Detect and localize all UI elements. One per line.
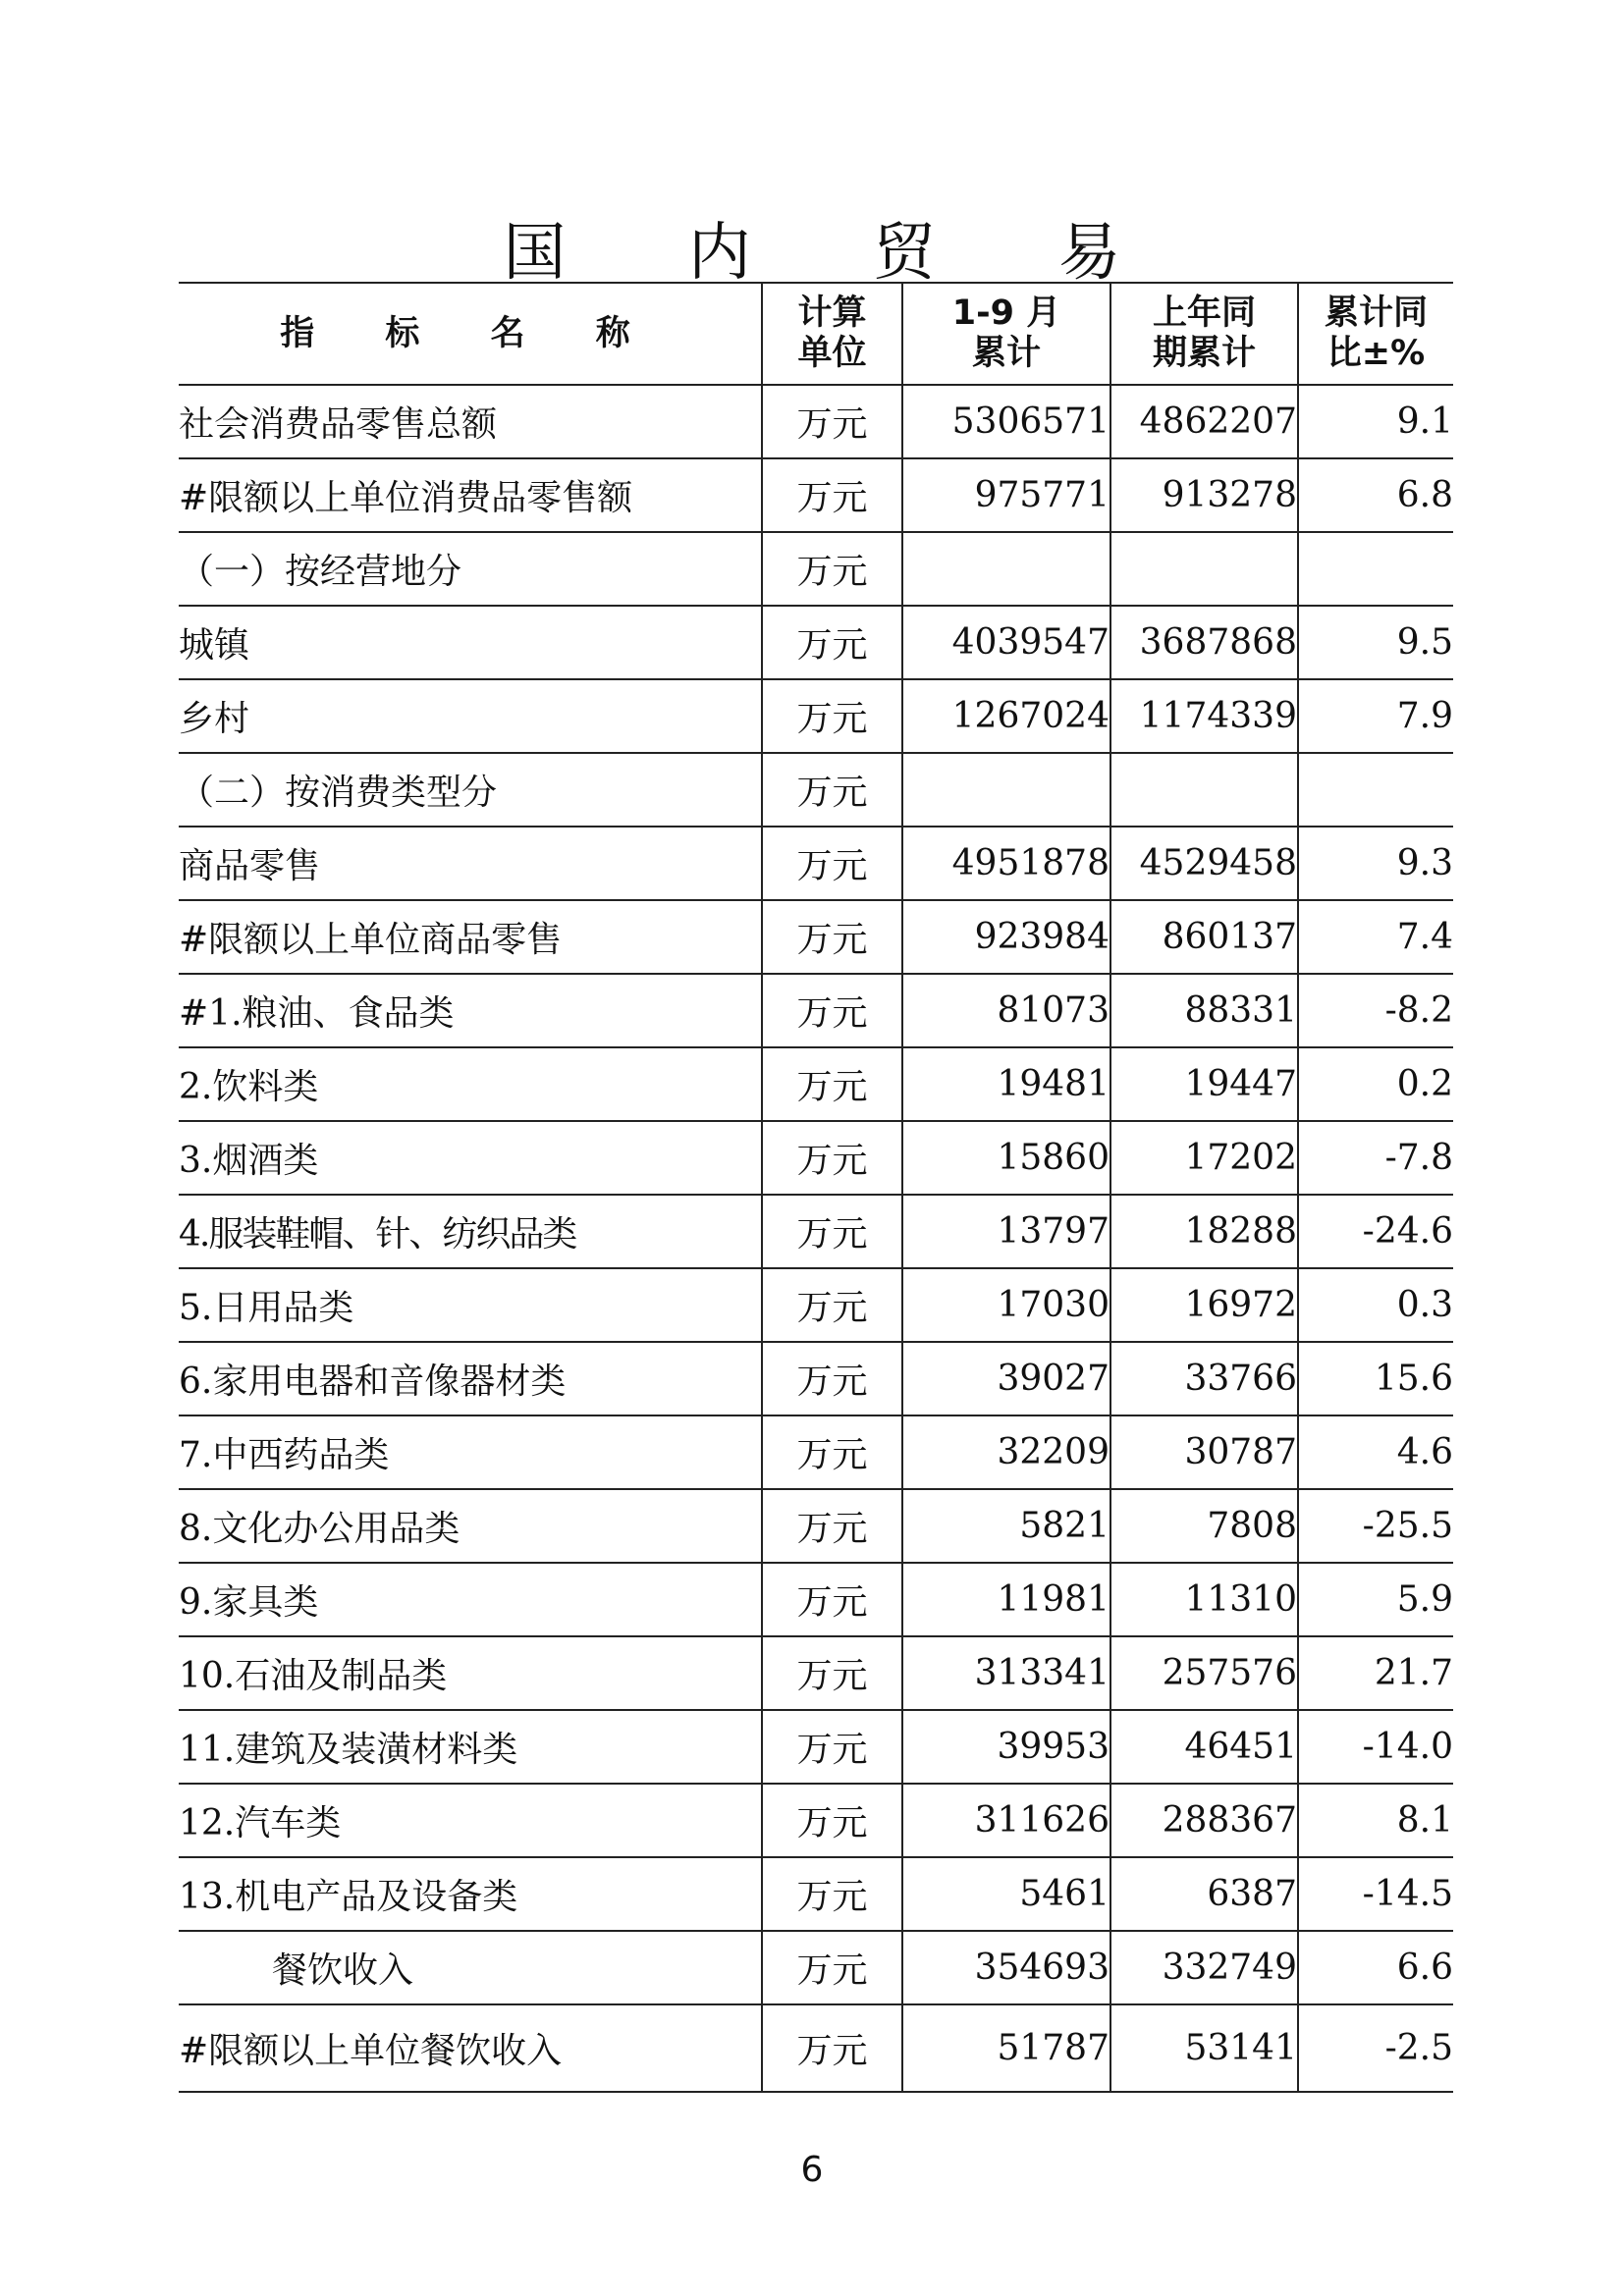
page-number: 6 xyxy=(800,2150,824,2190)
table-row xyxy=(179,1415,1453,1489)
row-previous: 7808 xyxy=(1110,1489,1298,1563)
row-current: 32209 xyxy=(902,1415,1110,1489)
table-header-row xyxy=(179,283,1453,385)
row-current: 19481 xyxy=(902,1047,1110,1121)
header-previous-line1: 上年同 xyxy=(1152,294,1256,333)
row-previous: 6387 xyxy=(1110,1857,1298,1931)
row-yoy: -25.5 xyxy=(1298,1489,1453,1563)
row-previous: 16972 xyxy=(1110,1268,1298,1342)
table-row xyxy=(179,385,1453,458)
row-name: 10.石油及制品类 xyxy=(179,1636,762,1710)
table-row xyxy=(179,1931,1453,2004)
row-name: 社会消费品零售总额 xyxy=(179,385,762,458)
row-unit: 万元 xyxy=(762,1268,902,1342)
row-current: 39027 xyxy=(902,1342,1110,1415)
row-yoy: -2.5 xyxy=(1298,2004,1453,2092)
row-yoy: -7.8 xyxy=(1298,1121,1453,1195)
row-yoy: 4.6 xyxy=(1298,1415,1453,1489)
header-yoy-line2: 比±% xyxy=(1326,334,1426,373)
row-previous: 257576 xyxy=(1110,1636,1298,1710)
table-row xyxy=(179,1121,1453,1195)
row-current: 15860 xyxy=(902,1121,1110,1195)
row-previous: 11310 xyxy=(1110,1563,1298,1636)
row-previous: 4529458 xyxy=(1110,827,1298,900)
row-unit: 万元 xyxy=(762,1857,902,1931)
header-current xyxy=(902,283,1110,385)
row-unit: 万元 xyxy=(762,458,902,532)
table-row xyxy=(179,606,1453,679)
row-name: 商品零售 xyxy=(179,827,762,900)
row-unit: 万元 xyxy=(762,827,902,900)
row-unit: 万元 xyxy=(762,532,902,606)
row-name: 乡村 xyxy=(179,679,762,753)
row-name: 5.日用品类 xyxy=(179,1268,762,1342)
row-yoy: 0.3 xyxy=(1298,1268,1453,1342)
row-name: 8.文化办公用品类 xyxy=(179,1489,762,1563)
statistics-table xyxy=(179,282,1453,2093)
row-unit: 万元 xyxy=(762,1563,902,1636)
row-current: 17030 xyxy=(902,1268,1110,1342)
row-unit: 万元 xyxy=(762,1489,902,1563)
row-name: 4.服装鞋帽、针、纺织品类 xyxy=(179,1195,762,1268)
row-name: 2.饮料类 xyxy=(179,1047,762,1121)
row-yoy: 0.2 xyxy=(1298,1047,1453,1121)
table-row xyxy=(179,753,1453,827)
row-unit: 万元 xyxy=(762,1784,902,1857)
row-unit: 万元 xyxy=(762,1047,902,1121)
row-name: 11.建筑及装潢材料类 xyxy=(179,1710,762,1784)
row-current: 1267024 xyxy=(902,679,1110,753)
row-current: 81073 xyxy=(902,974,1110,1047)
row-previous: 30787 xyxy=(1110,1415,1298,1489)
row-name: 城镇 xyxy=(179,606,762,679)
row-previous: 33766 xyxy=(1110,1342,1298,1415)
row-unit: 万元 xyxy=(762,2004,902,2092)
row-yoy: 6.8 xyxy=(1298,458,1453,532)
table-row xyxy=(179,827,1453,900)
table-row xyxy=(179,1342,1453,1415)
row-current: 311626 xyxy=(902,1784,1110,1857)
row-yoy: 9.5 xyxy=(1298,606,1453,679)
row-current: 4951878 xyxy=(902,827,1110,900)
row-current: 39953 xyxy=(902,1710,1110,1784)
row-yoy: 5.9 xyxy=(1298,1563,1453,1636)
row-current: 975771 xyxy=(902,458,1110,532)
header-yoy-line1: 累计同 xyxy=(1324,294,1428,333)
row-yoy xyxy=(1298,532,1453,606)
row-unit: 万元 xyxy=(762,1121,902,1195)
row-name: #1.粮油、食品类 xyxy=(179,974,762,1047)
table-row xyxy=(179,900,1453,974)
row-previous: 3687868 xyxy=(1110,606,1298,679)
table-row xyxy=(179,532,1453,606)
row-unit: 万元 xyxy=(762,1415,902,1489)
table-row xyxy=(179,974,1453,1047)
row-yoy: 7.9 xyxy=(1298,679,1453,753)
header-unit-line1: 计算 xyxy=(797,294,867,333)
row-current: 51787 xyxy=(902,2004,1110,2092)
row-name: 7.中西药品类 xyxy=(179,1415,762,1489)
row-unit: 万元 xyxy=(762,679,902,753)
row-yoy: 7.4 xyxy=(1298,900,1453,974)
header-unit xyxy=(762,283,902,385)
row-previous: 4862207 xyxy=(1110,385,1298,458)
header-previous-line2: 期累计 xyxy=(1152,334,1256,373)
header-yoy xyxy=(1298,283,1453,385)
row-previous: 1174339 xyxy=(1110,679,1298,753)
row-name: 3.烟酒类 xyxy=(179,1121,762,1195)
header-current-line2: 累计 xyxy=(971,334,1041,373)
table-row xyxy=(179,1784,1453,1857)
row-current xyxy=(902,753,1110,827)
row-unit: 万元 xyxy=(762,900,902,974)
table-row xyxy=(179,679,1453,753)
row-unit: 万元 xyxy=(762,1636,902,1710)
row-name: （二）按消费类型分 xyxy=(179,753,762,827)
row-unit: 万元 xyxy=(762,606,902,679)
row-current: 313341 xyxy=(902,1636,1110,1710)
row-previous: 46451 xyxy=(1110,1710,1298,1784)
row-previous: 332749 xyxy=(1110,1931,1298,2004)
row-unit: 万元 xyxy=(762,1931,902,2004)
row-name: 9.家具类 xyxy=(179,1563,762,1636)
row-previous: 53141 xyxy=(1110,2004,1298,2092)
row-unit: 万元 xyxy=(762,1710,902,1784)
table-row xyxy=(179,1195,1453,1268)
row-yoy: 9.3 xyxy=(1298,827,1453,900)
row-yoy: 15.6 xyxy=(1298,1342,1453,1415)
row-current: 5821 xyxy=(902,1489,1110,1563)
row-name: 餐饮收入 xyxy=(179,1931,762,2004)
row-current: 5461 xyxy=(902,1857,1110,1931)
row-yoy: 21.7 xyxy=(1298,1636,1453,1710)
row-current: 4039547 xyxy=(902,606,1110,679)
row-yoy: -14.5 xyxy=(1298,1857,1453,1931)
row-unit: 万元 xyxy=(762,385,902,458)
row-name: #限额以上单位商品零售 xyxy=(179,900,762,974)
header-unit-line2: 单位 xyxy=(797,334,867,373)
row-yoy xyxy=(1298,753,1453,827)
table-row xyxy=(179,1047,1453,1121)
row-unit: 万元 xyxy=(762,753,902,827)
row-yoy: -24.6 xyxy=(1298,1195,1453,1268)
row-previous xyxy=(1110,753,1298,827)
row-name: #限额以上单位消费品零售额 xyxy=(179,458,762,532)
row-yoy: 6.6 xyxy=(1298,1931,1453,2004)
row-yoy: 9.1 xyxy=(1298,385,1453,458)
row-yoy: -8.2 xyxy=(1298,974,1453,1047)
row-previous: 18288 xyxy=(1110,1195,1298,1268)
row-current: 5306571 xyxy=(902,385,1110,458)
row-previous: 88331 xyxy=(1110,974,1298,1047)
row-previous: 19447 xyxy=(1110,1047,1298,1121)
row-name: 13.机电产品及设备类 xyxy=(179,1857,762,1931)
table-row xyxy=(179,1489,1453,1563)
row-yoy: -14.0 xyxy=(1298,1710,1453,1784)
row-unit: 万元 xyxy=(762,974,902,1047)
header-current-line1: 1-9 月 xyxy=(951,294,1061,333)
table-row xyxy=(179,458,1453,532)
table-row xyxy=(179,1636,1453,1710)
row-previous xyxy=(1110,532,1298,606)
table-row xyxy=(179,1268,1453,1342)
row-name: 12.汽车类 xyxy=(179,1784,762,1857)
header-previous xyxy=(1110,283,1298,385)
row-previous: 288367 xyxy=(1110,1784,1298,1857)
row-name: （一）按经营地分 xyxy=(179,532,762,606)
row-unit: 万元 xyxy=(762,1195,902,1268)
page-title: 国 内 贸 易 xyxy=(503,217,1172,290)
row-previous: 913278 xyxy=(1110,458,1298,532)
row-previous: 860137 xyxy=(1110,900,1298,974)
table-row xyxy=(179,2004,1453,2092)
table-row xyxy=(179,1563,1453,1636)
table-row xyxy=(179,1857,1453,1931)
row-current: 923984 xyxy=(902,900,1110,974)
row-name: 6.家用电器和音像器材类 xyxy=(179,1342,762,1415)
row-previous: 17202 xyxy=(1110,1121,1298,1195)
row-yoy: 8.1 xyxy=(1298,1784,1453,1857)
row-name: #限额以上单位餐饮收入 xyxy=(179,2004,762,2092)
row-current: 354693 xyxy=(902,1931,1110,2004)
header-indicator-name: 指 标 名 称 xyxy=(179,283,762,385)
row-unit: 万元 xyxy=(762,1342,902,1415)
row-current: 13797 xyxy=(902,1195,1110,1268)
table-row xyxy=(179,1710,1453,1784)
row-current xyxy=(902,532,1110,606)
row-current: 11981 xyxy=(902,1563,1110,1636)
